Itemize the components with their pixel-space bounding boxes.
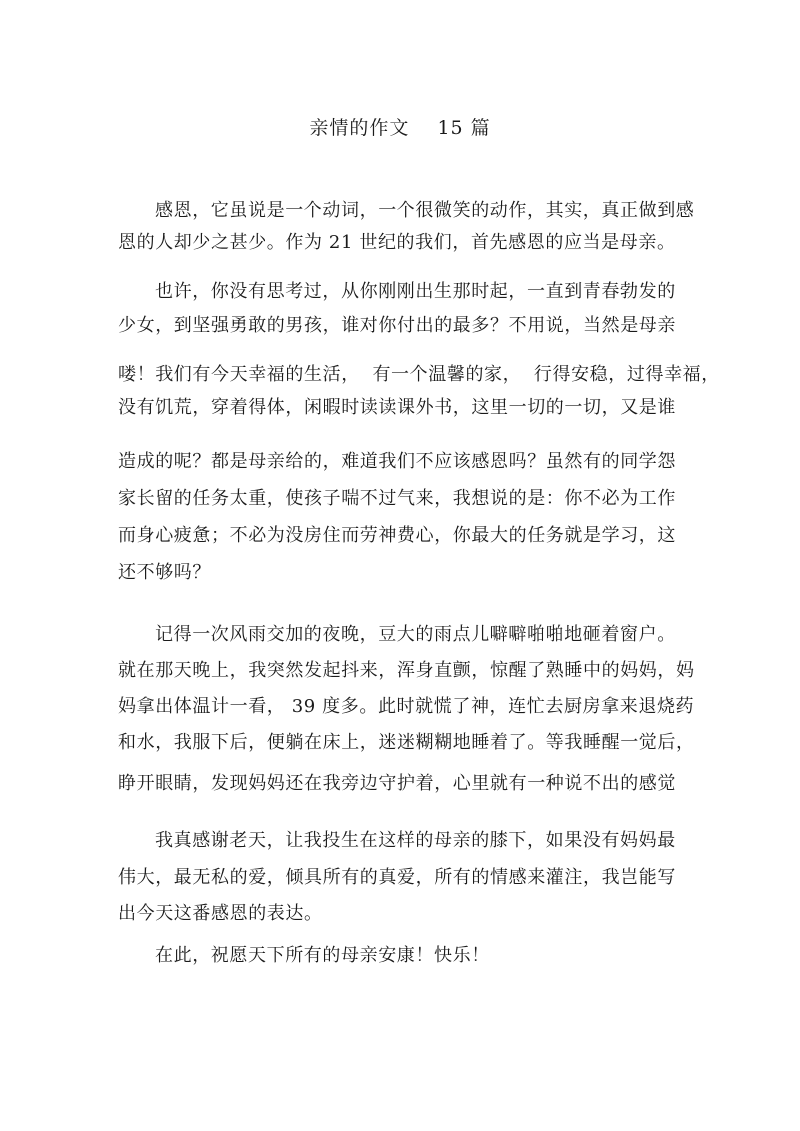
text-line: 在此，祝愿天下所有的母亲安康！快乐！ (155, 945, 490, 966)
text-line: 我真感谢老天，让我投生在这样的母亲的膝下，如果没有妈妈最 (155, 830, 676, 851)
text-line: 记得一次风雨交加的夜晚，豆大的雨点儿噼噼啪啪地砸着窗户。 (155, 624, 676, 645)
text-line: 和水，我服下后，便躺在床上，迷迷糊糊地睡着了。等我睡醒一觉后， (118, 732, 695, 753)
text-line: 少女，到坚强勇敢的男孩，谁对你付出的最多？不用说，当然是母亲 (118, 315, 676, 336)
text-line: 造成的呢？都是母亲给的，难道我们不应该感恩吗？虽然有的同学怨 (118, 451, 676, 472)
text-line: 家长留的任务太重，使孩子喘不过气来，我想说的是：你不必为工作 (118, 488, 676, 509)
text-line: 喽！我们有今天幸福的生活， 有一个温馨的家， 行得安稳，过得幸福， (118, 364, 720, 385)
text-line: 睁开眼睛，发现妈妈还在我旁边守护着，心里就有一种说不出的感觉 (118, 773, 676, 794)
text-line: 也许，你没有思考过，从你刚刚出生那时起，一直到青春勃发的 (155, 281, 676, 302)
text-line: 而身心疲惫；不必为没房住而劳神费心，你最大的任务就是学习，这 (118, 525, 676, 546)
text-line: 感恩，它虽说是一个动词，一个很微笑的动作，其实，真正做到感 (155, 200, 695, 221)
text-line: 恩的人却少之甚少。作为 21 世纪的我们，首先感恩的应当是母亲。 (118, 232, 676, 253)
text-line: 就在那天晚上，我突然发起抖来，浑身直颤，惊醒了熟睡中的妈妈，妈 (118, 660, 695, 681)
text-line: 妈拿出体温计一看， 39 度多。此时就慌了神，连忙去厨房拿来退烧药 (118, 696, 695, 717)
text-line: 伟大，最无私的爱，倾具所有的真爱，所有的情感来灌注，我岂能写 (118, 867, 676, 888)
text-line: 没有饥荒，穿着得体，闲暇时读读课外书，这里一切的一切，又是谁 (118, 397, 676, 418)
text-line: 还不够吗？ (118, 562, 211, 583)
page-title: 亲情的作文 15 篇 (309, 117, 491, 139)
text-line: 出今天这番感恩的表达。 (118, 903, 323, 924)
